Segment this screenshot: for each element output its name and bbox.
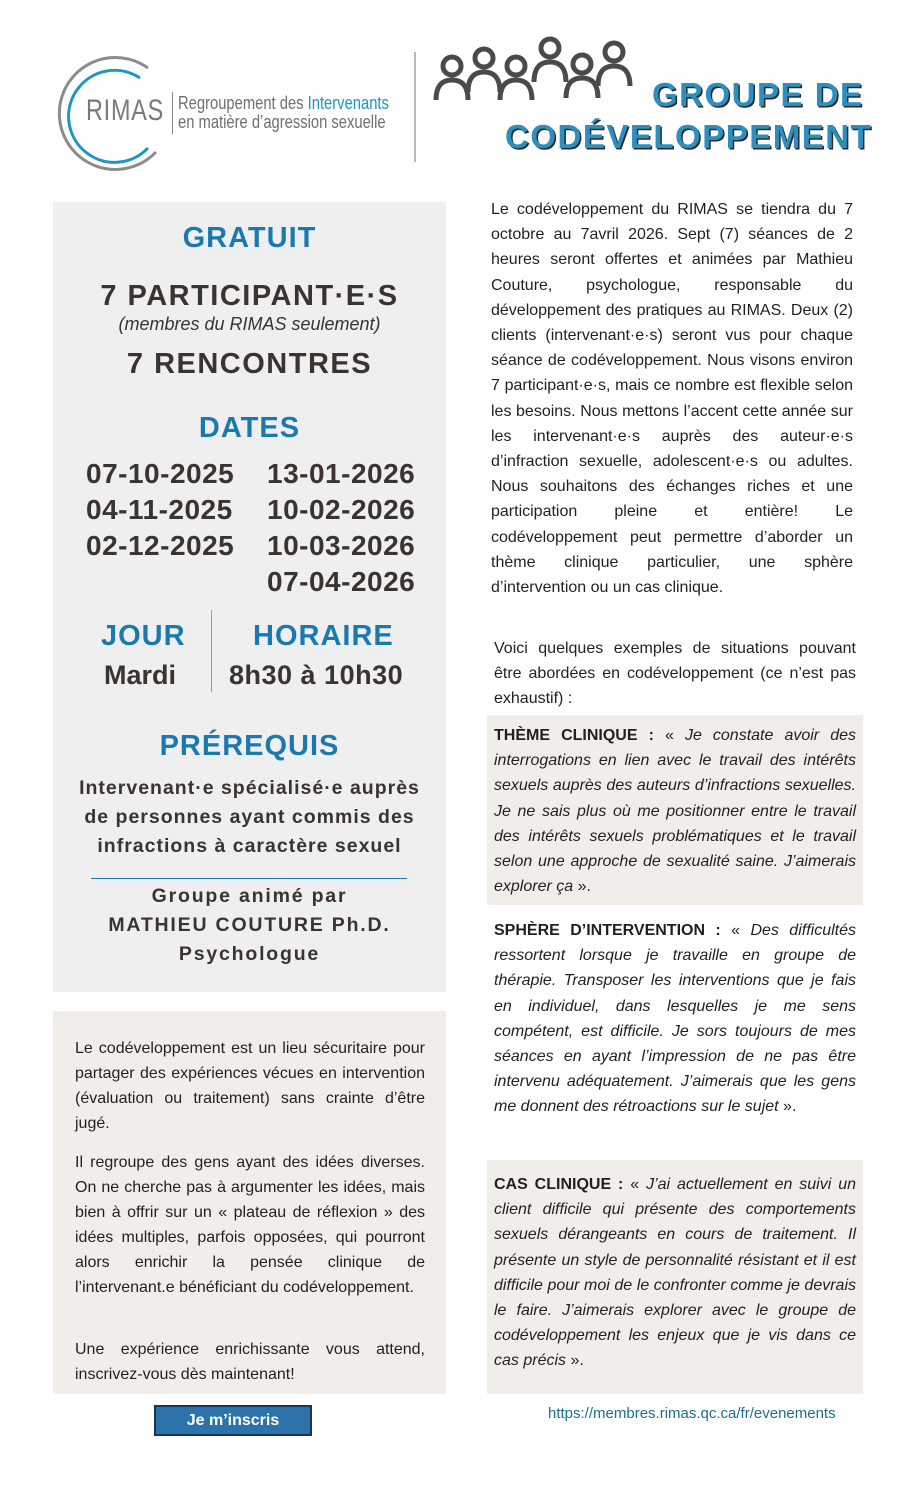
register-button[interactable]: Je m’inscris (154, 1405, 312, 1436)
org-name (178, 94, 389, 132)
quote-open: « (653, 727, 685, 744)
example-quote: J’ai actuellement en suivi un client difficile qui présente des comportements sexuels dérangeants en cours de traitement. Il présente un style de personnalité résistant et il est difficile pour moi de le confronter comme je devrais le faire. J’aimerais explorer avec le groupe de codéveloppement les enjeux que je vis dans ce cas précis (494, 1176, 856, 1370)
group-people-icon (432, 36, 642, 108)
header-divider (414, 52, 416, 162)
page-title-line2: CODÉVELOPPEMENT (505, 118, 873, 155)
intro-paragraph-1: Le codéveloppement du RIMAS se tiendra du 7 octobre au 7avril 2026. Sept (7) séances de 2 heures seront offertes et animées par Mathieu Couture, psychologue, responsable du développement des pratiques au RIMAS. Deux (2) clients (intervenant·e·s) seront vus pour chaque séance de codéveloppement. Nous visons environ 7 participant·e·s, mais ce nombre est flexible selon les besoins. Nous mettons l’accent cette année sur les intervenant·e·s auprès des auteur·e·s d’infraction sexuelle, adolescent·e·s ou adultes. Nous souhaitons des échanges riches et une participation pleine et entière! Le codéveloppement peut permettre d’aborder un thème clinique particulier, une sphère d’intervention ou un cas clinique. (491, 201, 853, 597)
time-heading: HORAIRE (253, 620, 394, 652)
events-link[interactable]: https://membres.rimas.qc.ca/fr/evenements (548, 1405, 836, 1422)
date-item: 02-12-2025 (86, 530, 235, 561)
animator-text (53, 882, 446, 969)
price-label: GRATUIT (182, 222, 317, 254)
example-clinical-case (487, 1160, 863, 1394)
quote-close: ». (566, 1352, 584, 1370)
prereq-line: Intervenant·e spécialisé·e auprès (79, 777, 420, 799)
description-paragraph-3: Une expérience enrichissante vous attend, inscrivez-vous dès maintenant! (75, 1341, 425, 1383)
day-value: Mardi (104, 660, 177, 690)
dates-column-1 (86, 456, 234, 564)
day-time-separator (211, 610, 212, 692)
time-value: 8h30 à 10h30 (229, 660, 404, 690)
date-item: 13-01-2026 (267, 458, 416, 489)
quote-close: ». (573, 878, 591, 896)
animator-line: MATHIEU COUTURE Ph.D. (108, 914, 391, 936)
prereq-text (53, 774, 446, 861)
org-name-accent: Intervenants (307, 93, 389, 113)
example-quote: Je constate avoir des interrogations en lien avec le travail des intérêts sexuels auprès des auteurs d’infractions sexuelles. Je ne sais plus où me positionner entre le travail des intérêts sexuels problématiques et le travail selon une approche de sexualité saine. J’aimerais explorer ça (494, 727, 856, 896)
date-item: 10-03-2026 (267, 530, 416, 561)
example-text (494, 1172, 856, 1374)
quote-open: « (623, 1176, 647, 1193)
event-info-panel (53, 202, 446, 992)
section-divider (91, 878, 407, 879)
date-item: 10-02-2026 (267, 494, 416, 525)
quote-close: ». (778, 1098, 797, 1116)
example-label: THÈME CLINIQUE : (494, 727, 654, 744)
date-item: 07-04-2026 (267, 566, 416, 597)
example-intervention-sphere (487, 908, 863, 1148)
logo-wordmark: RIMAS (86, 94, 165, 127)
meetings-label: 7 RENCONTRES (126, 348, 373, 380)
example-text (494, 723, 856, 899)
example-quote: Des difficultés ressortent lorsque je travaille en groupe de thérapie. Transposer les interventions que je fais en individuel, dans lesquelles je me sens compétent, est difficile. Je sors toujours de mes séances en ayant l’impression de ne pas être intervenu adéquatement. J’aimerais que les gens me donnent des rétroactions sur le sujet (494, 922, 856, 1116)
quote-open: « (720, 922, 751, 939)
prereq-line: de personnes ayant commis des (84, 806, 415, 828)
example-clinical-theme (487, 715, 863, 905)
date-item: 07-10-2025 (86, 458, 235, 489)
dates-column-2 (267, 456, 415, 600)
description-paragraph-2: Il regroupe des gens ayant des idées diverses. On ne cherche pas à argumenter les idées, mais bien à offrir sur un « plateau de réflexion » des idées multiples, parfois opposées, qui pourront alors enrichir la pensée clinique de l’intervenant.e bénéficiant du codéveloppement. (75, 1154, 425, 1296)
logo-separator (172, 92, 173, 134)
example-label: CAS CLINIQUE : (494, 1176, 624, 1193)
dates-heading: DATES (198, 412, 301, 444)
animator-line: Psychologue (178, 943, 321, 965)
org-name-line2: en matière d’agression sexuelle (178, 112, 386, 132)
description-paragraph-1: Le codéveloppement est un lieu sécuritaire pour partager des expériences vécues en intervention (évaluation ou traitement) sans crainte d’être jugé. (75, 1040, 425, 1132)
example-text (494, 918, 856, 1120)
page-title-line1: GROUPE DE (652, 76, 864, 113)
intro-paragraph-2: Voici quelques exemples de situations pouvant être abordées en codéveloppement (ce n’est pas exhaustif) : (494, 640, 856, 708)
day-heading: JOUR (101, 620, 186, 652)
example-label: SPHÈRE D’INTERVENTION : (494, 922, 721, 939)
prereq-heading: PRÉREQUIS (159, 730, 340, 762)
date-item: 04-11-2025 (86, 494, 233, 525)
description-panel (53, 1011, 446, 1394)
org-name-part1: Regroupement des (178, 93, 308, 113)
participants-label: 7 PARTICIPANT·E·S (100, 280, 399, 312)
participants-note: (membres du RIMAS seulement) (118, 314, 381, 334)
animator-line: Groupe animé par (151, 885, 348, 907)
prereq-line: infractions à caractère sexuel (97, 835, 402, 857)
